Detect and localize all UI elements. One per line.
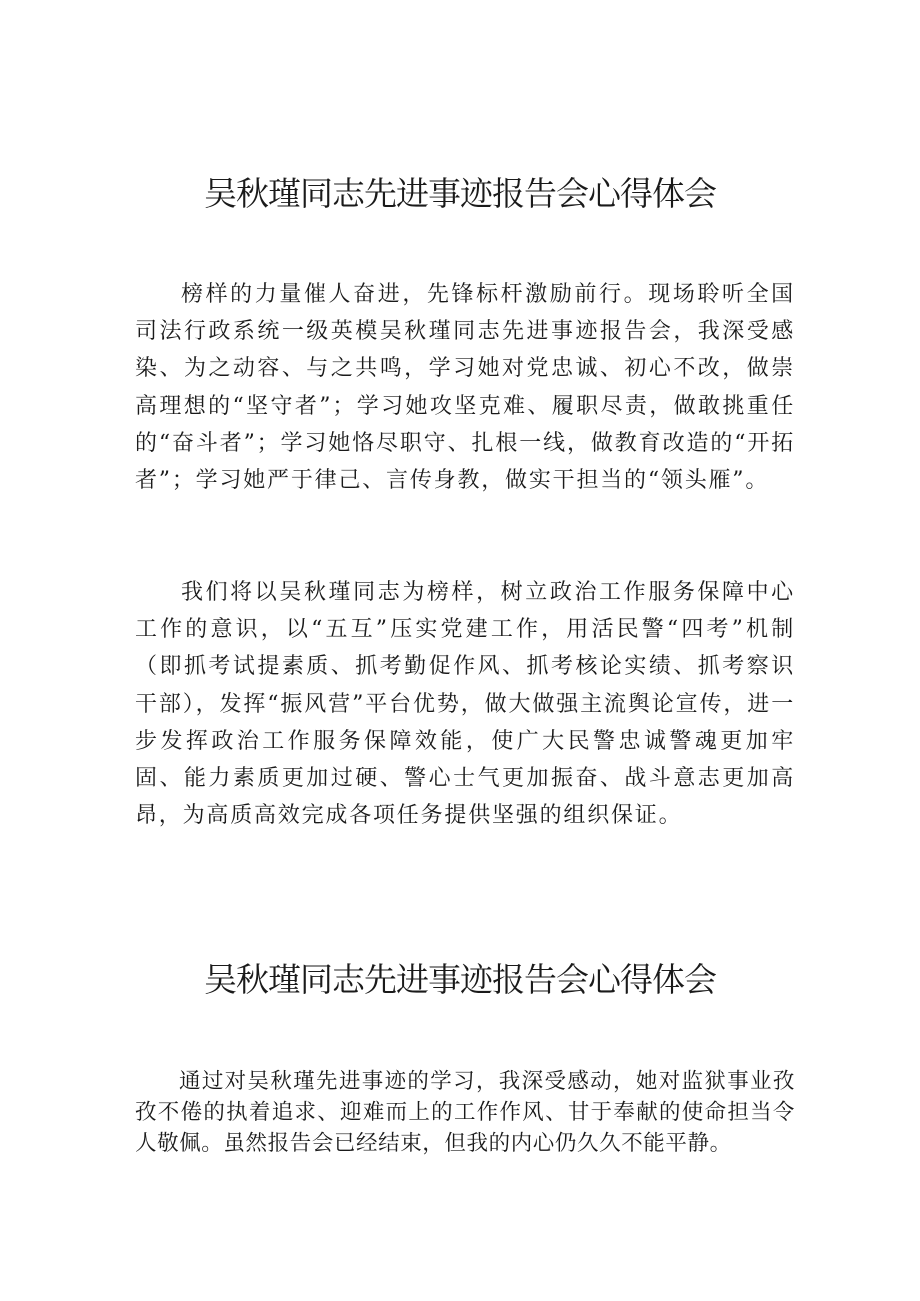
section-2-paragraph-1: 通过对吴秋瑾先进事迹的学习，我深受感动，她对监狱事业孜孜不倦的执着追求、迎难而上的工作作风、甘于奉献的使命担当令人敬佩。虽然报告会已经结束，但我的内心仍久久不能平静。 — [135, 1069, 795, 1156]
section-1-paragraph-1: 榜样的力量催人奋进，先锋标杆激励前行。现场聆听全国司法行政系统一级英模吴秋瑾同志先进事迹报告会，我深受感染、为之动容、与之共鸣，学习她对党忠诚、初心不改，做崇高理想的“坚守者”；学习她攻坚克难、履职尽责，做敢挑重任的“奋斗者”；学习她恪尽职守、扎根一线，做教育改造的“开拓者”；学习她严于律己、言传身教，做实干担当的“领头雁”。 — [135, 282, 795, 494]
section-2-title: 吴秋瑾同志先进事迹报告会心得体会 — [204, 960, 716, 999]
section-1-title: 吴秋瑾同志先进事迹报告会心得体会 — [204, 174, 716, 213]
section-1-paragraph-2: 我们将以吴秋瑾同志为榜样，树立政治工作服务保障中心工作的意识，以“五互”压实党建工作，用活民警“四考”机制（即抓考试提素质、抓考勤促作风、抓考核论实绩、抓考察识干部），发挥“振风营”平台优势，做大做强主流舆论宣传，进一步发挥政治工作服务保障效能，使广大民警忠诚警魂更加牢固、能力素质更加过硬、警心士气更加振奋、战斗意志更加高昂，为高质高效完成各项任务提供坚强的组织保证。 — [135, 580, 795, 829]
